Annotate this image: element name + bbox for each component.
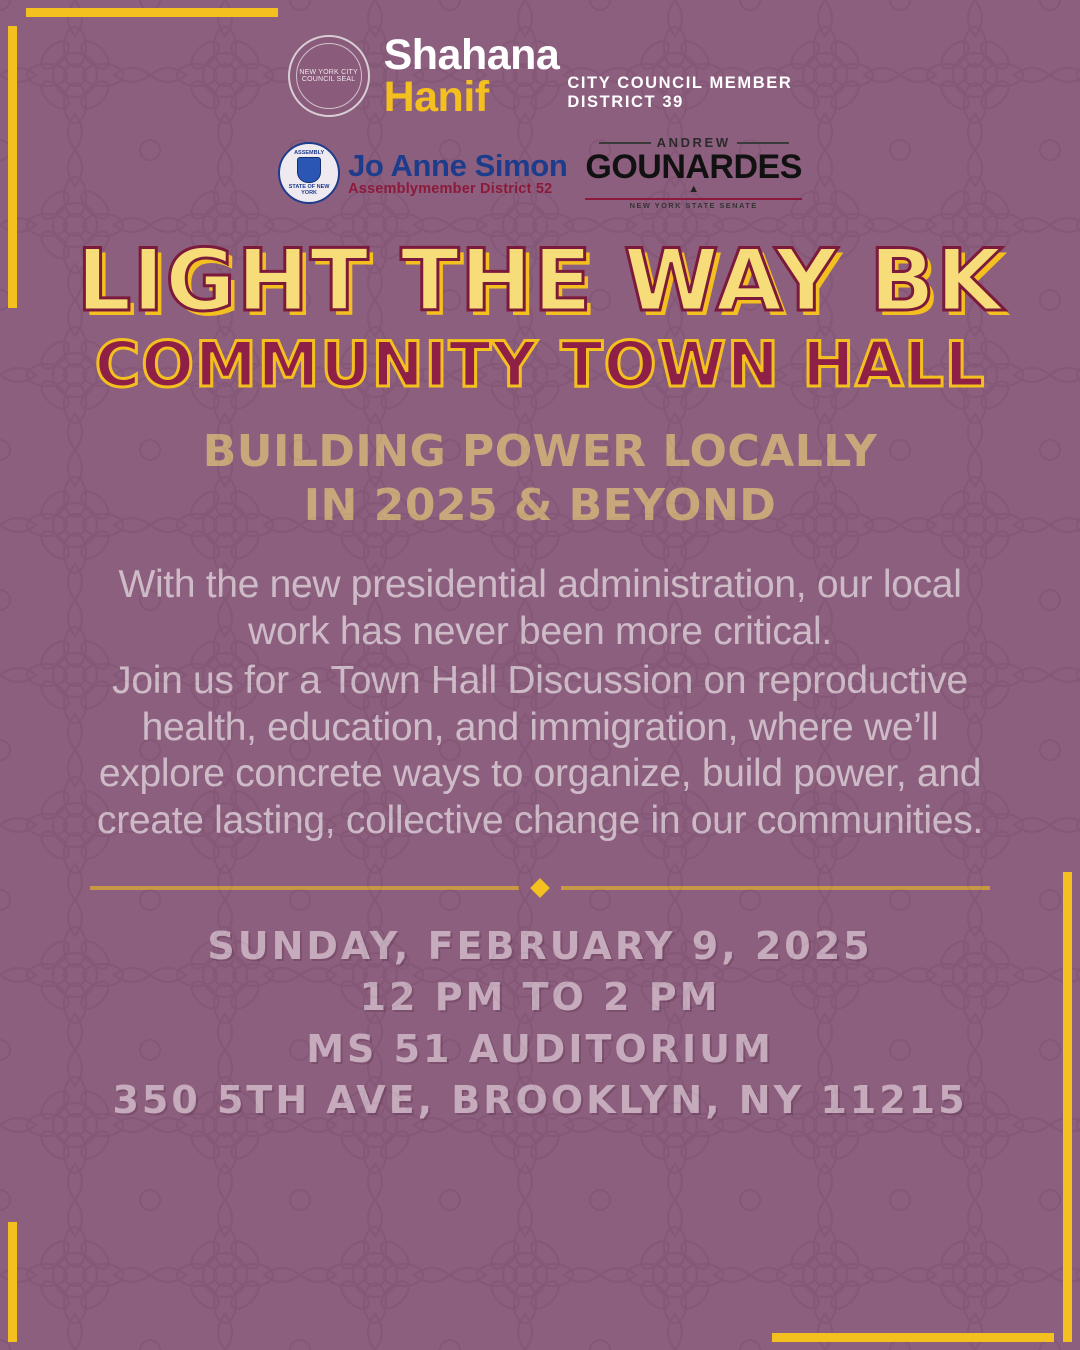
event-time: 12 PM TO 2 PM — [359, 975, 721, 1020]
council-member-title-line-2: DISTRICT 39 — [567, 93, 684, 112]
tagline-line-1: BUILDING POWER LOCALLY — [202, 425, 878, 477]
event-tagline — [0, 425, 1080, 532]
council-member-name — [383, 31, 560, 122]
assemblymember-logo — [348, 147, 568, 197]
ny-assembly-seal-icon — [278, 142, 340, 204]
event-address: 350 5TH AVE, BROOKLYN, NY 11215 — [112, 1077, 968, 1122]
corner-frame-bottom-left — [8, 1222, 44, 1342]
event-venue: MS 51 AUDITORIUM — [306, 1026, 774, 1071]
council-member-title — [567, 74, 792, 118]
event-description — [80, 562, 1000, 845]
council-member-first-name: Shahana — [383, 31, 560, 79]
council-member-title-line-1: CITY COUNCIL MEMBER — [567, 74, 793, 93]
state-senator-logo — [585, 136, 802, 210]
state-senator-last-name: GOUNARDES — [585, 148, 802, 187]
sponsor-logos — [0, 0, 1080, 210]
divider-line-right — [561, 886, 990, 890]
divider-line-left — [90, 886, 519, 890]
nyc-council-seal-icon — [288, 35, 370, 117]
council-member-last-name: Hanif — [383, 73, 489, 122]
state-senate-chamber-label: NEW YORK STATE SENATE — [629, 201, 758, 211]
council-member-logo — [0, 31, 1080, 122]
ny-assembly-seal-top-text: ASSEMBLY — [294, 149, 325, 156]
event-subtitle: COMMUNITY TOWN HALL — [94, 327, 986, 401]
ny-assembly-shield-icon — [297, 157, 321, 183]
nyc-council-seal-label: NEW YORK CITY COUNCIL SEAL — [299, 68, 358, 84]
event-details — [0, 921, 1080, 1126]
nyc-council-seal-inner — [296, 43, 362, 109]
divider-diamond-icon — [530, 878, 550, 898]
tagline-line-2: IN 2025 & BEYOND — [303, 479, 777, 531]
eagle-icon: ▲ — [688, 183, 700, 196]
description-paragraph-2: Join us for a Town Hall Discussion on reproductive health, education, and immigration, where we’ll explore concrete ways to organize, build power, and create lasting, collective change in our communities. — [97, 658, 983, 843]
senator-divider-rule — [585, 198, 802, 200]
event-title: LIGHT THE WAY BK — [76, 230, 1004, 331]
assembly-and-senate-logos — [0, 136, 1080, 210]
ny-assembly-seal-bottom-text: STATE OF NEW YORK — [288, 183, 330, 197]
ornamental-divider — [90, 881, 990, 895]
assemblymember-subtitle: Assemblymember District 52 — [348, 180, 553, 197]
event-date: SUNDAY, FEBRUARY 9, 2025 — [207, 923, 873, 968]
description-paragraph-1: With the new presidential administration, our local work has never been more critical. — [118, 563, 962, 653]
state-senator-first-name: ANDREW — [656, 135, 731, 151]
senator-rule-left — [599, 142, 651, 144]
assemblymember-name: Jo Anne Simon — [348, 147, 568, 183]
senator-rule-right — [737, 142, 789, 144]
title-block — [0, 230, 1080, 401]
